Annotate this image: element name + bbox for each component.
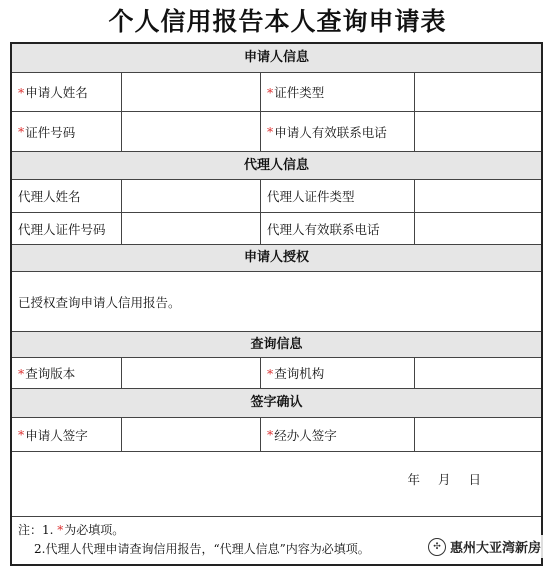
input-query-institution[interactable] bbox=[415, 358, 541, 388]
required-mark: * bbox=[267, 427, 274, 442]
label-applicant-phone: * 申请人有效联系电话 bbox=[261, 112, 415, 151]
input-query-version[interactable] bbox=[122, 358, 261, 388]
input-agent-phone[interactable] bbox=[415, 213, 541, 244]
section-query-header bbox=[12, 332, 541, 358]
required-mark: * bbox=[18, 365, 25, 381]
required-mark: * bbox=[18, 124, 25, 139]
label-agent-id-type: 代理人证件类型 bbox=[261, 180, 415, 212]
input-agent-id-number[interactable] bbox=[122, 213, 261, 244]
date-text: 年 月 日 bbox=[407, 472, 481, 487]
input-applicant-name[interactable] bbox=[122, 73, 261, 111]
input-id-number[interactable] bbox=[122, 112, 261, 151]
required-mark: * bbox=[57, 523, 64, 537]
input-agent-id-type[interactable] bbox=[415, 180, 541, 212]
application-form bbox=[10, 42, 543, 566]
form-row bbox=[12, 112, 541, 152]
input-id-type[interactable] bbox=[415, 73, 541, 111]
authorization-text: 已授权查询申请人信用报告。 bbox=[18, 295, 181, 310]
watermark-text: 惠州大亚湾新房 bbox=[449, 541, 541, 556]
section-signature-header bbox=[12, 389, 541, 418]
watermark bbox=[424, 535, 545, 558]
label-query-institution: * 查询机构 bbox=[261, 358, 415, 388]
label-query-version: * 查询版本 bbox=[12, 358, 122, 388]
label-applicant-signature: * 申请人签字 bbox=[12, 418, 122, 451]
authorization-row bbox=[12, 272, 541, 332]
section-label: 查询信息 bbox=[250, 337, 303, 352]
section-label: 代理人信息 bbox=[243, 158, 309, 173]
form-row bbox=[12, 418, 541, 452]
required-mark: * bbox=[267, 124, 274, 139]
form-row bbox=[12, 213, 541, 245]
label-agent-id-number: 代理人证件号码 bbox=[12, 213, 122, 244]
label-id-type: * 证件类型 bbox=[261, 73, 415, 111]
input-applicant-signature[interactable] bbox=[122, 418, 261, 451]
form-row bbox=[12, 358, 541, 389]
form-row bbox=[12, 73, 541, 112]
wechat-account-icon: ✣ bbox=[428, 538, 446, 556]
label-agent-name: 代理人姓名 bbox=[12, 180, 122, 212]
note-2: 2.代理人代理申请查询信用报告，“代理人信息”内容为必填项。 bbox=[34, 542, 370, 556]
input-applicant-phone[interactable] bbox=[415, 112, 541, 151]
label-handler-signature: * 经办人签字 bbox=[261, 418, 415, 451]
required-mark: * bbox=[267, 84, 274, 100]
page-title: 个人信用报告本人查询申请表 bbox=[108, 7, 447, 36]
section-authorization-header bbox=[12, 245, 541, 272]
date-row bbox=[12, 452, 541, 517]
label-agent-phone: 代理人有效联系电话 bbox=[261, 213, 415, 244]
note-1: 注：1. *为必填项。 bbox=[18, 523, 125, 537]
input-agent-name[interactable] bbox=[122, 180, 261, 212]
section-agent-header bbox=[12, 152, 541, 180]
required-mark: * bbox=[267, 365, 274, 381]
section-label: 签字确认 bbox=[250, 395, 303, 410]
required-mark: * bbox=[18, 84, 25, 100]
section-label: 申请人授权 bbox=[243, 250, 309, 265]
section-label: 申请人信息 bbox=[243, 50, 309, 65]
input-handler-signature[interactable] bbox=[415, 418, 541, 451]
label-applicant-name: * 申请人姓名 bbox=[12, 73, 122, 111]
label-id-number: * 证件号码 bbox=[12, 112, 122, 151]
form-row bbox=[12, 180, 541, 213]
section-applicant-header bbox=[12, 44, 541, 73]
notes bbox=[18, 521, 370, 559]
required-mark: * bbox=[18, 427, 25, 442]
